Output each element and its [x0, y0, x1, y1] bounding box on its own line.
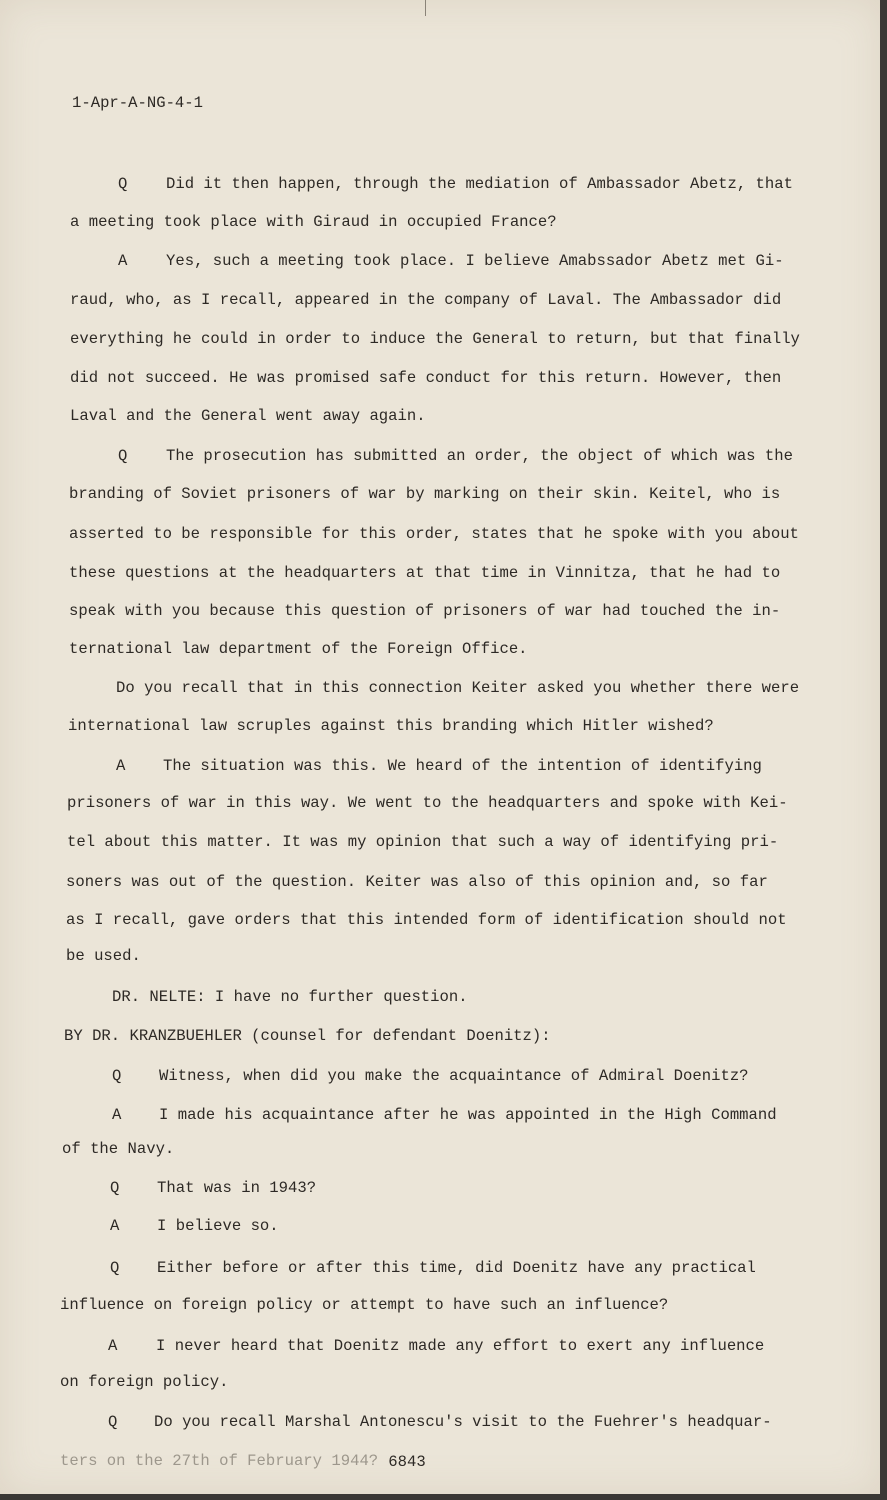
transcript-line: Witness, when did you make the acquaintance of Admiral Doenitz? [159, 1067, 749, 1085]
speaker-label: A [118, 252, 128, 270]
transcript-line: influence on foreign policy or attempt to have such an influence? [60, 1296, 669, 1314]
transcript-line: everything he could in order to induce the General to return, but that finally [70, 330, 800, 348]
transcript-line: The prosecution has submitted an order, the object of which was the [166, 447, 793, 465]
transcript-line: DR. NELTE: I have no further question. [112, 988, 468, 1006]
page-number: 6843 [388, 1453, 426, 1471]
transcript-line: Did it then happen, through the mediation of Ambassador Abetz, that [166, 175, 793, 193]
speaker-label: Q [118, 175, 128, 193]
transcript-line: be used. [66, 947, 141, 965]
transcript-line: of the Navy. [62, 1140, 175, 1158]
speaker-label: A [112, 1106, 122, 1124]
transcript-line: I made his acquaintance after he was appointed in the High Command [159, 1106, 777, 1124]
transcript-line: on foreign policy. [60, 1373, 229, 1391]
speaker-label: A [108, 1337, 118, 1355]
page-mark [425, 0, 426, 16]
transcript-line: The situation was this. We heard of the intention of identifying [163, 757, 762, 775]
transcript-line: these questions at the headquarters at that time in Vinnitza, that he had to [69, 564, 781, 582]
transcript-line: I never heard that Doenitz made any effort to exert any influence [156, 1337, 765, 1355]
speaker-label: Q [108, 1413, 118, 1431]
speaker-label: Q [110, 1259, 120, 1277]
transcript-line: Do you recall Marshal Antonescu's visit to the Fuehrer's headquar- [154, 1413, 772, 1431]
transcript-line: soners was out of the question. Keiter was also of this opinion and, so far [66, 873, 768, 891]
transcript-line: a meeting took place with Giraud in occupied France? [70, 213, 557, 231]
transcript-line: BY DR. KRANZBUEHLER (counsel for defendant Doenitz): [64, 1027, 551, 1045]
speaker-label: Q [110, 1179, 120, 1197]
transcript-line: tel about this matter. It was my opinion that such a way of identifying pri- [67, 833, 779, 851]
speaker-label: A [110, 1217, 120, 1235]
transcript-line: did not succeed. He was promised safe conduct for this return. However, then [70, 369, 782, 387]
transcript-line: Laval and the General went away again. [70, 407, 426, 425]
document-header: 1-Apr-A-NG-4-1 [72, 94, 204, 112]
transcript-line: prisoners of war in this way. We went to the headquarters and spoke with Kei- [67, 794, 788, 812]
speaker-label: A [116, 757, 126, 775]
transcript-line: ters on the 27th of February 1944? [60, 1452, 379, 1470]
transcript-line: That was in 1943? [157, 1179, 317, 1197]
speaker-label: Q [118, 447, 128, 465]
speaker-label: Q [112, 1067, 122, 1085]
transcript-line: branding of Soviet prisoners of war by marking on their skin. Keitel, who is [69, 485, 781, 503]
transcript-line: as I recall, gave orders that this intended form of identification should not [66, 911, 787, 929]
transcript-line: Either before or after this time, did Doenitz have any practical [157, 1259, 756, 1277]
transcript-line: raud, who, as I recall, appeared in the company of Laval. The Ambassador did [70, 291, 782, 309]
transcript-line: ternational law department of the Foreign Office. [69, 640, 528, 658]
transcript-line: international law scruples against this branding which Hitler wished? [68, 717, 714, 735]
transcript-line: speak with you because this question of prisoners of war had touched the in- [69, 602, 781, 620]
transcript-line: asserted to be responsible for this order, states that he spoke with you about [69, 525, 799, 543]
transcript-line: Do you recall that in this connection Keiter asked you whether there were [116, 679, 800, 697]
transcript-line: I believe so. [157, 1217, 279, 1235]
transcript-line: Yes, such a meeting took place. I believe Amabssador Abetz met Gi- [166, 252, 784, 270]
